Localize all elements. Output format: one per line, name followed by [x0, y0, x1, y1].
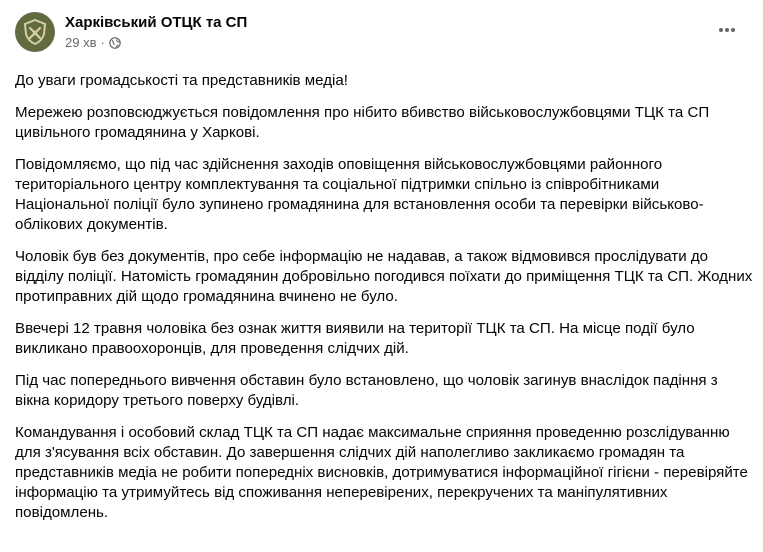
military-emblem-icon [21, 18, 49, 46]
avatar[interactable] [15, 12, 55, 52]
post-paragraph: Чоловік був без документів, про себе інформацію не надавав, а також відмовився прослідувати до відділу поліції. Натомість громадянин добровільно погодився поїхати до приміщення ТЦК та СП. Жодних протиправних дій щодо громадянина вчинено не було. [15, 248, 753, 305]
post-meta [65, 13, 247, 51]
author-name[interactable]: Харківський ОТЦК та СП [65, 14, 248, 31]
post-paragraph: Повідомляємо, що під час здійснення заходів оповіщення військовослужбовцями районного територіального центру комплектування та соціальної підтримки спільно із співробітниками Національної поліції було зупинено громадянина для встановлення особи та перевірки військово-облікових документів. [15, 156, 704, 233]
post-body [15, 71, 755, 523]
post-header [15, 8, 750, 56]
post-subline [65, 34, 247, 51]
post-time[interactable]: 29 хв [65, 35, 97, 50]
post-paragraph: Під час попереднього вивчення обставин було встановлено, що чоловік загинув внаслідок падіння з вікна коридору третього поверху будівлі. [15, 372, 718, 409]
separator-dot: · [100, 35, 105, 50]
post-paragraph: Мережею розповсюджується повідомлення про нібито вбивство військовослужбовцями ТЦК та СП цивільного громадянина у Харкові. [15, 104, 710, 141]
post-paragraph: Ввечері 12 травня чоловіка без ознак життя виявили на території ТЦК та СП. На місце події було викликано правоохоронців, для проведення слідчих дій. [15, 320, 695, 357]
globe-icon[interactable] [109, 37, 121, 49]
post-paragraph: Командування і особовий склад ТЦК та СП надає максимальне сприяння проведенню розслідуванню для з'ясування всіх обставин. До завершення слідчих дій наполегливо закликаємо громадян та представників медіа не робити попередніх висновків, дотримуватися інформаційної гігієни - перевіряйте інформацію та утримуйтесь від споживання неперевірених, перекручених та маніпулятивних повідомлень. [15, 424, 748, 521]
more-options-button[interactable] [711, 16, 743, 44]
more-horizontal-icon [718, 27, 736, 33]
post-paragraph: До уваги громадськості та представників медіа! [15, 72, 348, 89]
